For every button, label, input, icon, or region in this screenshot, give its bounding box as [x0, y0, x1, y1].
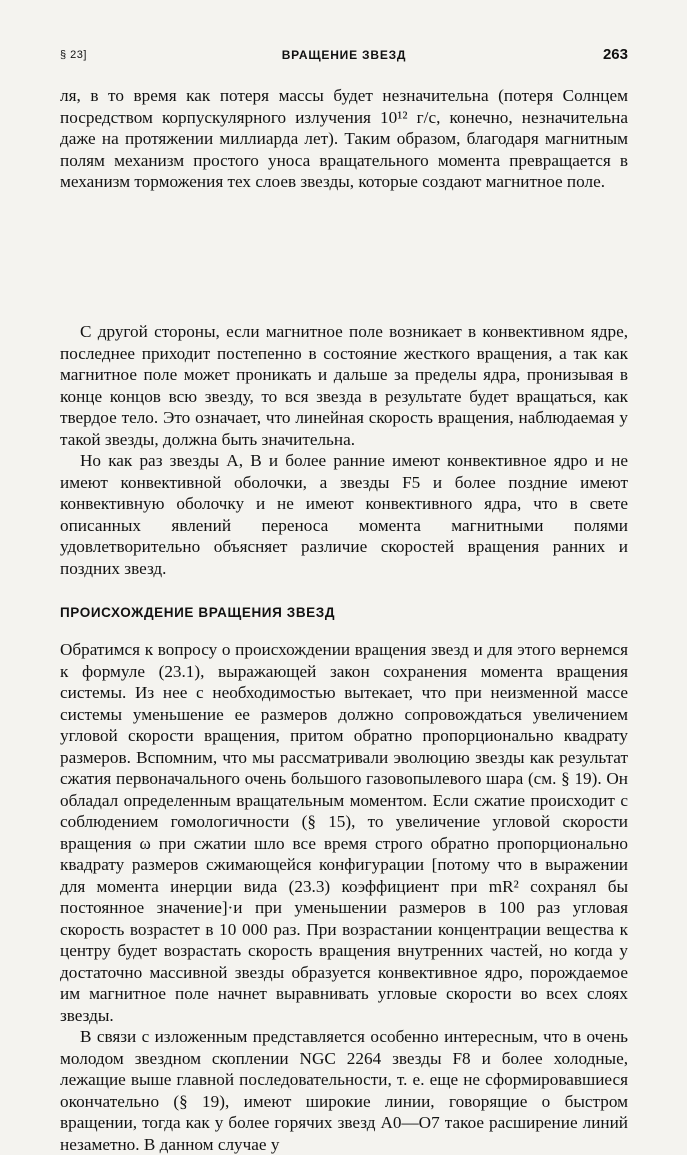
- page-body: [60, 85, 628, 1155]
- paragraph-origin-rotation: Обратимся к вопросу о происхождении вращения звезд и для этого вернемся к формуле (23.1), выражающей закон сохранения момента вращения системы. Из нее с необходимостью вытекает, что при неизменной массе системы уменьшение ее размеров должно сопровождаться увеличением угловой скорости вращения, притом обратно пропорционально квадрату размеров. Вспомним, что мы рассматривали эволюцию звезды как результат сжатия первоначального очень большого газовопылевого шара (см. § 19). Он обладал определенным вращательным моментом. Если сжатие происходит с соблюдением гомологичности (§ 15), то увеличение угловой скорости вращения ω при сжатии шло все время строго обратно пропорционально квадрату размеров сжимающейся конфигурации [потому что в выражении для момента инерции вида (23.3) коэффициент при mR² сохранял бы постоянное значение]·и при уменьшении размеров в 100 раз угловая скорость возрастет в 10 000 раз. При возрастании концентрации вещества к центру будет возрастать скорость вращения внутренних частей, но когда у достаточно массивной звезды образуется конвективное ядро, порождаемое им магнитное поле начнет выравнивать угловые скорости во всех слоях звезды.: [60, 640, 628, 1025]
- section-heading: ПРОИСХОЖДЕНИЕ ВРАЩЕНИЯ ЗВЕЗД: [60, 605, 336, 620]
- section-reference: § 23]: [60, 49, 87, 61]
- spacer: [60, 623, 628, 639]
- paragraph-ngc2264: В связи с изложенным представляется особенно интересным, что в очень молодом звездном скоплении NGC 2264 звезды F8 и более холодные, лежащие выше главной последовательности, т. е. еще не сформировавшиеся окончательно (§ 19), имеют широкие линии, говорящие о быстром вращении, тогда как у более горячих звезд A0—O7 такое расширение линий незаметно. В данном случае у: [60, 1027, 628, 1154]
- spacer: [60, 579, 628, 603]
- running-title: ВРАЩЕНИЕ ЗВЕЗД: [281, 48, 407, 62]
- running-header: [60, 46, 628, 70]
- paragraph-star-types: Но как раз звезды A, B и более ранние имеют конвективное ядро и не имеют конвективной оболочки, а звезды F5 и более поздние имеют конвективную оболочку и не имеют конвективного ядра, что в свете описанных явлений переноса момента магнитными полями удовлетворительно объясняет различие скоростей вращения ранних и поздних звезд.: [60, 451, 628, 578]
- paragraph-convective-core: С другой стороны, если магнитное поле возникает в конвективном ядре, последнее приходит постепенно в состояние жесткого вращения, а так как магнитное поле может проникать и дальше за пределы ядра, пронизывая в конце концов всю звезду, то вся звезда в результате будет вращаться, как твердое тело. Это означает, что линейная скорость вращения, наблюдаемая у такой звезды, должна быть значительна.: [60, 322, 628, 449]
- paragraph-continuation: ля, в то время как потеря массы будет незначительна (потеря Солнцем посредством корпускулярного излучения 10¹² г/с, конечно, незначительна даже на протяжении миллиарда лет). Таким образом, благодаря магнитным полям механизм простого уноса вращательного момента превращается в механизм торможения тех слоев звезды, которые создают магнитное поле.: [60, 86, 628, 191]
- page-number: 263: [602, 46, 628, 63]
